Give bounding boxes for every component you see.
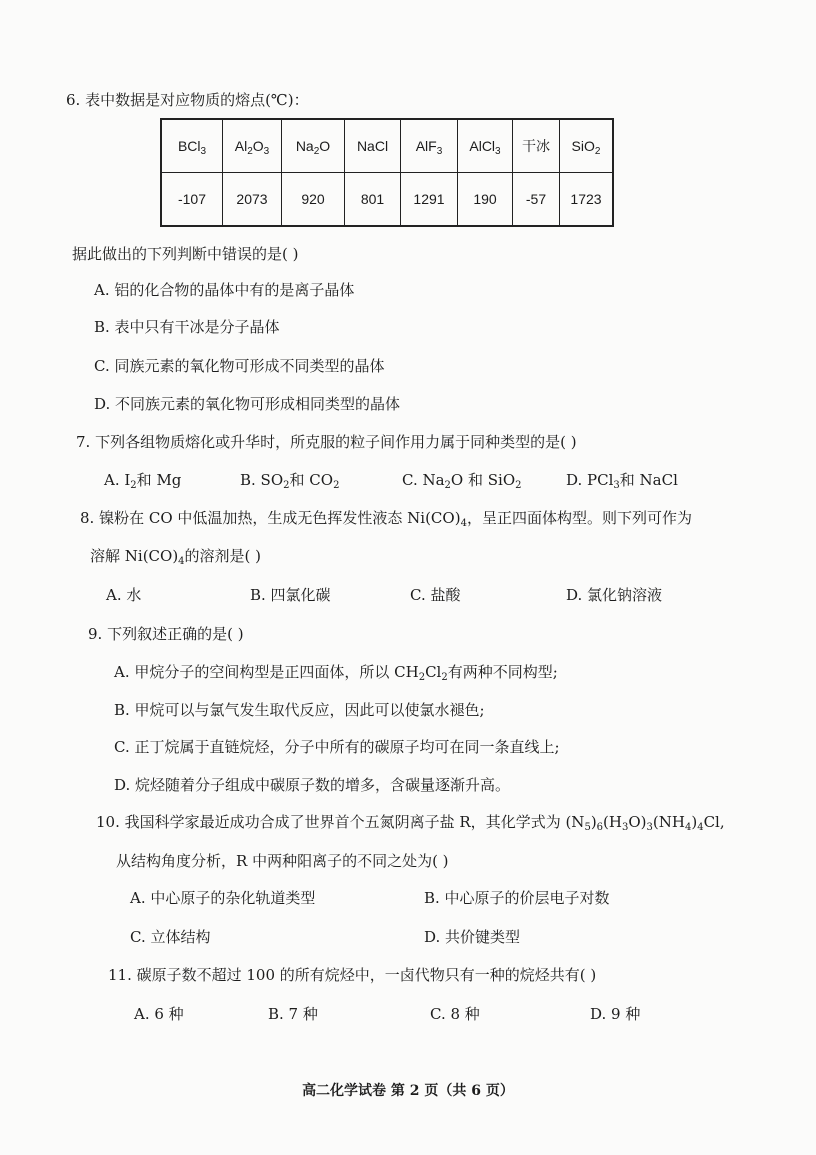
q11-option-a: A. 6 种 — [134, 1005, 184, 1023]
table-header-cell: AlF$_3$ — [401, 119, 458, 173]
page-footer: 高二化学试卷 第 2 页（共 6 页） — [302, 1083, 514, 1099]
q11-options — [0, 1004, 816, 1024]
q6-option-d: D. 不同族元素的氧化物可形成相同类型的晶体 — [94, 395, 401, 413]
q11-option-c: C. 8 种 — [430, 1005, 480, 1023]
table-header-cell: $Na_2O$ — [282, 119, 345, 173]
q7-option-a: A. $I_2$和 Mg — [104, 471, 182, 491]
q6-option-b: B. 表中只有干冰是分子晶体 — [94, 318, 280, 336]
q9-option-b: B. 甲烷可以与氯气发生取代反应，因此可以使氯水褪色; — [114, 701, 485, 719]
q9-option-d: D. 烷烃随着分子组成中碳原子数的增多，含碳量逐渐升高。 — [114, 776, 511, 794]
table-cell: 1291 — [401, 173, 458, 227]
melting-point-table — [160, 118, 614, 227]
q9-option-c: C. 正丁烷属于直链烷烃，分子中所有的碳原子均可在同一条直线上; — [114, 738, 560, 756]
q11-option-b: B. 7 种 — [268, 1005, 318, 1023]
q8-stem-line2: 溶解 $Ni(CO)_4$的溶剂是( ) — [90, 547, 262, 567]
q7-option-b: B. $SO_2$和 $CO_2$ — [240, 471, 340, 491]
q8-options — [0, 585, 816, 605]
q8-stem-line1: 8. 镍粉在 CO 中低温加热，生成无色挥发性液态 $Ni(CO)_4$，呈正四面体构型。则下列可作为 — [80, 509, 692, 529]
q10-option-a: A. 中心原子的杂化轨道类型 — [130, 889, 316, 907]
table-cell: -57 — [513, 173, 560, 227]
q8-option-a: A. 水 — [106, 586, 142, 604]
q11-stem: 11. 碳原子数不超过 100 的所有烷烃中，一卤代物只有一种的烷烃共有( ) — [108, 966, 597, 984]
q10-options-row2 — [0, 927, 816, 947]
q9-stem: 9. 下列叙述正确的是( ) — [88, 625, 244, 643]
q11-option-d: D. 9 种 — [590, 1005, 641, 1023]
table-cell: 190 — [458, 173, 513, 227]
q10-options-row1 — [0, 888, 816, 908]
table-cell: 2073 — [223, 173, 282, 227]
q10-option-b: B. 中心原子的价层电子对数 — [424, 889, 610, 907]
table-header-row — [161, 119, 613, 173]
table-header-cell: $Al_2O_3$ — [223, 119, 282, 173]
table-value-row — [161, 173, 613, 227]
q10-stem-line1: 10. 我国科学家最近成功合成了世界首个五氮阴离子盐 R，其化学式为 $(N_5)_6(H_3O)_3(NH_4)_4Cl$, — [96, 813, 725, 833]
q7-stem: 7. 下列各组物质熔化或升华时，所克服的粒子间作用力属于同种类型的是( ) — [76, 433, 577, 451]
q8-option-d: D. 氯化钠溶液 — [566, 586, 663, 604]
table-cell: 801 — [345, 173, 401, 227]
table-header-cell: 干冰 — [513, 119, 560, 173]
q10-option-d: D. 共价键类型 — [424, 928, 521, 946]
q8-option-c: C. 盐酸 — [410, 586, 461, 604]
table-header-cell: BCl$_3$ — [161, 119, 223, 173]
table-cell: 920 — [282, 173, 345, 227]
q7-option-c: C. $Na_2O$ 和 SiO$_2$ — [402, 471, 522, 491]
table-cell: 1723 — [560, 173, 614, 227]
q10-option-c: C. 立体结构 — [130, 928, 211, 946]
q9-option-a: A. 甲烷分子的空间构型是正四面体，所以 $CH_2Cl_2$有两种不同构型; — [114, 663, 558, 683]
q6-option-c: C. 同族元素的氧化物可形成不同类型的晶体 — [94, 357, 385, 375]
q8-option-b: B. 四氯化碳 — [250, 586, 331, 604]
table-header-cell: NaCl — [345, 119, 401, 173]
table-header-cell: AlCl$_3$ — [458, 119, 513, 173]
q7-options — [0, 470, 816, 490]
q6-option-a: A. 铝的化合物的晶体中有的是离子晶体 — [94, 281, 355, 299]
table-header-cell: SiO$_2$ — [560, 119, 614, 173]
q7-option-d: D. PCl$_3$和 NaCl — [566, 471, 678, 491]
table-cell: -107 — [161, 173, 223, 227]
q6-prompt: 据此做出的下列判断中错误的是( ) — [72, 245, 299, 263]
q10-stem-line2: 从结构角度分析，R 中两种阳离子的不同之处为( ) — [116, 852, 449, 870]
q6-stem: 6. 表中数据是对应物质的熔点(℃)： — [66, 91, 309, 109]
